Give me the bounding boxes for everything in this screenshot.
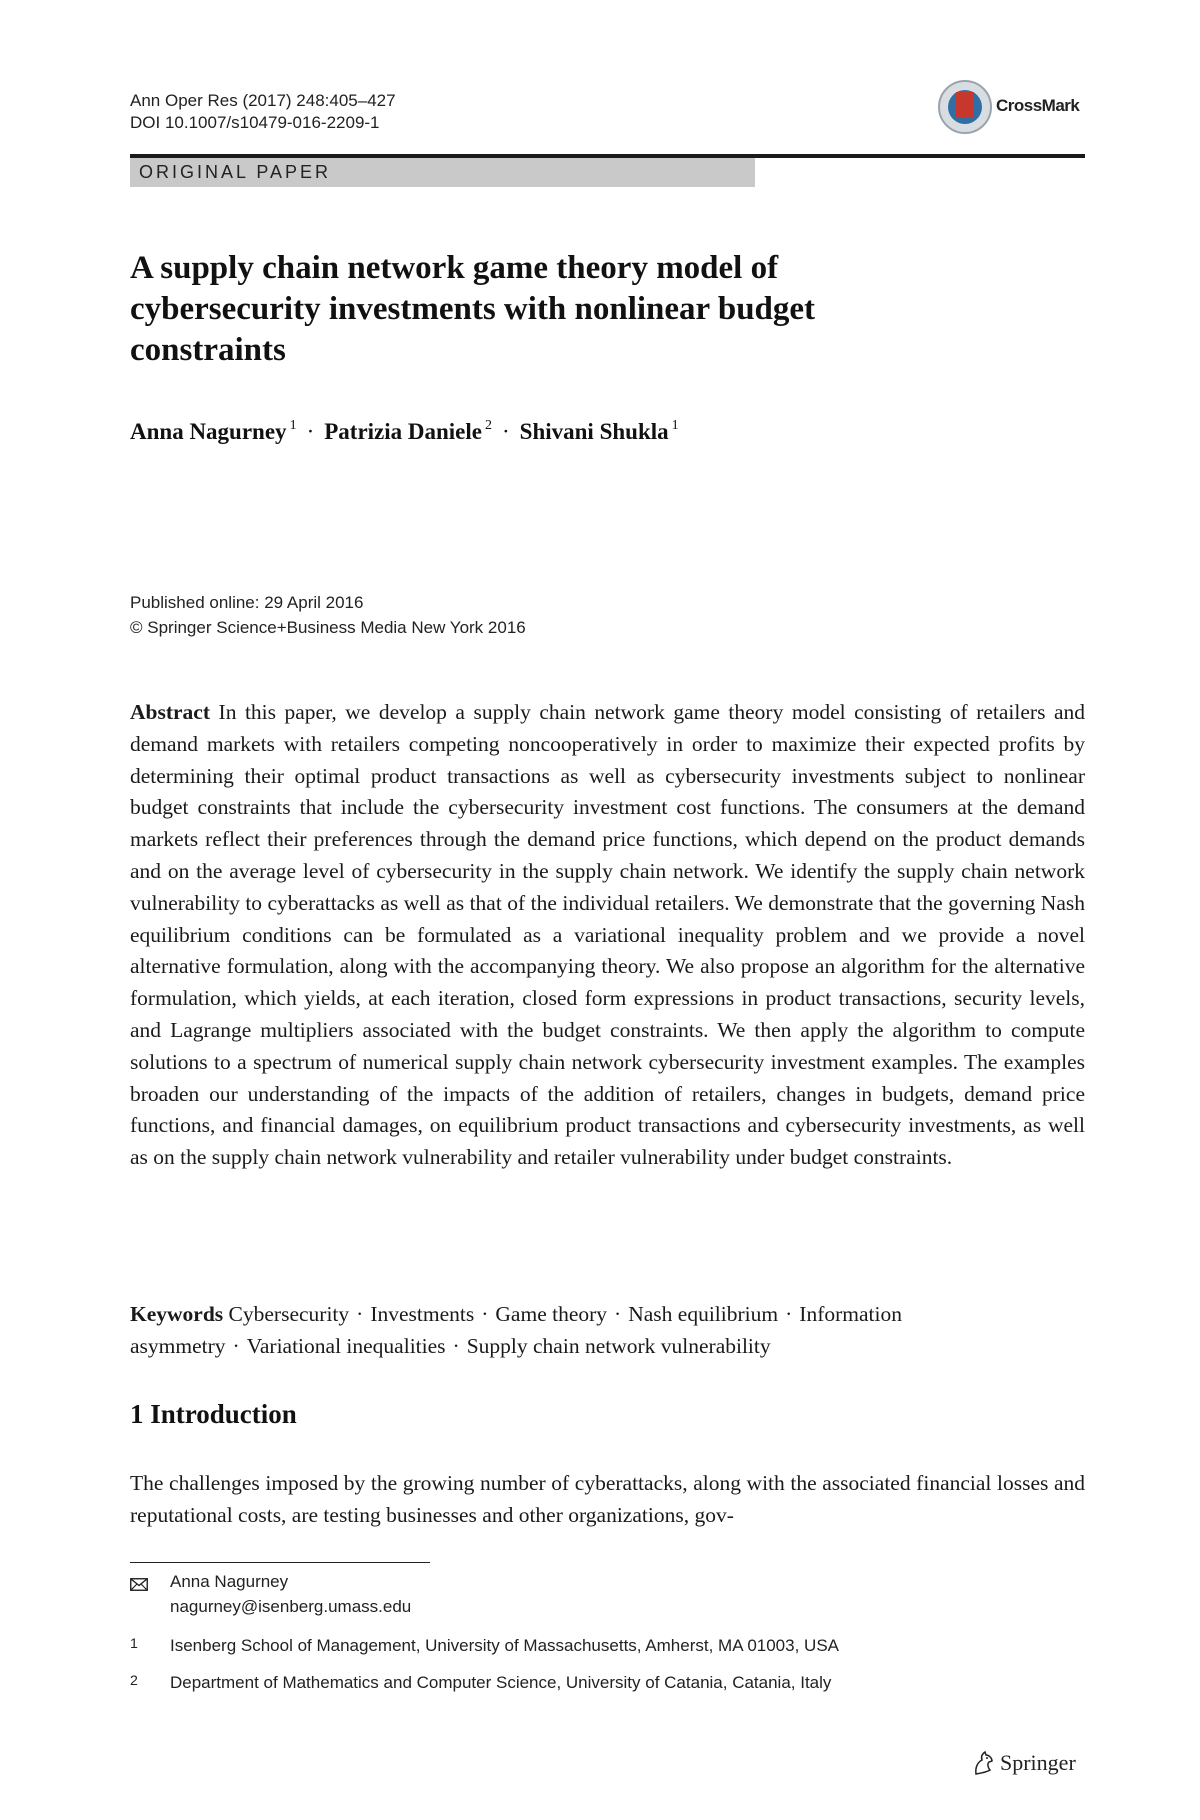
author-list [130,418,679,445]
contact-email[interactable]: nagurney@isenberg.umass.edu [170,1597,412,1616]
keyword-separator: · [356,1302,364,1326]
introduction-text: The challenges imposed by the growing number of cyberattacks, along with the associated financial losses and reputational costs, are testing businesses and other organizations, gov- [130,1471,1085,1527]
author-name[interactable]: Patrizia Daniele [324,419,482,444]
author-affiliation-mark: 2 [485,418,492,433]
paper-type-label: ORIGINAL PAPER [130,158,755,187]
keyword-item: Variational inequalities [246,1333,446,1358]
keyword-separator: · [614,1302,622,1326]
abstract-heading: Abstract [130,700,211,724]
crossmark-icon [938,80,992,134]
journal-header [130,90,396,134]
springer-horse-icon [972,1750,996,1776]
affiliation-text: Isenberg School of Management, University of Massachusetts, Amherst, MA 01003, USA [170,1636,839,1655]
copyright-line: © Springer Science+Business Media New York 2016 [130,618,526,637]
affiliation-text: Department of Mathematics and Computer Science, University of Catania, Catania, Italy [170,1673,832,1692]
author-affiliation-mark: 1 [289,418,297,433]
publication-info [130,590,526,640]
keyword-item: Supply chain network vulnerability [466,1333,771,1358]
author-affiliation-mark: 1 [671,418,679,433]
abstract [130,697,1085,1174]
keyword-separator: · [232,1333,240,1358]
keyword-item: Nash equilibrium [628,1302,779,1326]
keyword-item: Game theory [495,1302,608,1326]
paper-title: A supply chain network game theory model of cybersecurity investments with nonlinear budget constraints [130,250,816,368]
journal-citation: Ann Oper Res (2017) 248:405–427 [130,91,396,110]
author-name[interactable]: Anna Nagurney [130,419,287,444]
author-name[interactable]: Shivani Shukla [519,419,669,444]
keyword-item: Cybersecurity [228,1302,350,1326]
keywords [130,1299,1085,1362]
affiliation-mark: 2 [130,1673,138,1689]
doi[interactable]: DOI 10.1007/s10479-016-2209-1 [130,113,380,132]
crossmark-label: CrossMark [996,96,1080,115]
publisher-name: Springer [1000,1750,1076,1775]
affiliation-mark: 1 [130,1636,138,1652]
envelope-icon [130,1578,148,1591]
abstract-text: In this paper, we develop a supply chain network game theory model consisting of retailers and demand markets with retailers competing noncooperatively in order to maximize their expected profits by determining their optimal product transactions as well as cybersecurity investments subject to nonlinear budget constraints that include the cybersecurity investment cost functions. The consumers at the demand markets reflect their preferences through the demand price functions, which depend on the product demands and on the average level of cybersecurity in the supply chain network. We identify the supply chain network vulnerability to cyberattacks as well as that of the individual retailers. We demonstrate that the governing Nash equilibrium conditions can be formulated as a variational inequality problem and we provide a novel alternative formulation, along with the accompanying theory. We also propose an algorithm for the alternative formulation, which yields, at each iteration, closed form expressions in product transactions, security levels, and Lagrange multipliers associated with the budget constraints. We then apply the algorithm to compute solutions to a spectrum of numerical supply chain network cybersecurity investment examples. The examples broaden our understanding of the impacts of the addition of retailers, changes in budgets, demand price functions, and financial damages, on equilibrium product transactions and cybersecurity investments, as well as on the supply chain network vulnerability and retailer vulnerability under budget constraints. [130,700,1085,1170]
keywords-heading: Keywords [130,1302,224,1326]
contact-name: Anna Nagurney [170,1572,289,1591]
author-separator: · [306,419,315,444]
keyword-separator: · [785,1302,793,1326]
keyword-item: Investments [370,1302,475,1326]
crossmark-badge[interactable] [938,80,1090,138]
footnote-rule [130,1562,430,1563]
published-date: Published online: 29 April 2016 [130,593,364,612]
springer-logo [972,1748,1092,1780]
keyword-separator: · [452,1333,460,1358]
section-heading: 1 Introduction [130,1399,297,1429]
keyword-item: Information asymmetry [130,1302,902,1358]
keyword-separator: · [481,1302,489,1326]
author-separator: · [502,419,510,444]
